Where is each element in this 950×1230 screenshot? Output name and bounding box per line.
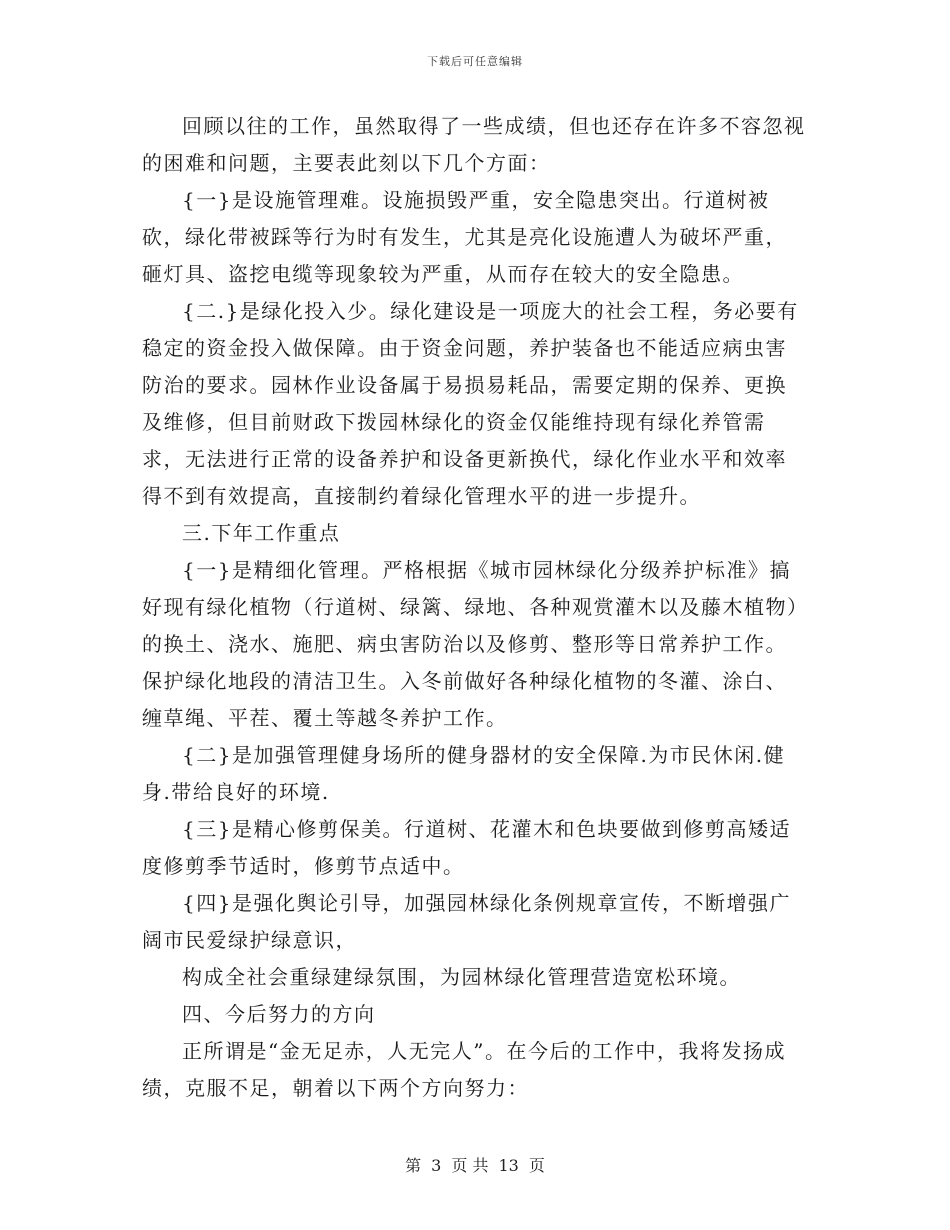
section-heading-3: 三.下年工作重点	[182, 521, 341, 545]
paragraph-6: {二}是加强管理健身场所的健身器材的安全保障.为市民休闲.健身.带给良好的环境.	[142, 743, 786, 804]
page-header: 下载后可任意编辑	[427, 55, 523, 68]
paragraph-3: {二.}是绿化投入少。绿化建设是一项庞大的社会工程，务必要有稳定的资金投入做保障。由于资金问题，养护装备也不能适应病虫害防治的要求。园林作业设备属于易损易耗品，需要定期的保养、更换及维修，但目前财政下拨园林绿化的资金仅能维持现有绿化养管需求，无法进行正常的设备养护和设备更新换代，绿化作业水平和效率得不到有效提高，直接制约着绿化管理水平的进一步提升。	[142, 299, 799, 508]
paragraph-9: 构成全社会重绿建绿氛围，为园林绿化管理营造宽松环境。	[182, 965, 741, 989]
page-number-total: 13	[498, 1156, 519, 1175]
page-footer	[0, 1153, 950, 1176]
paragraph-11: 正所谓是“金无足赤，人无完人”。在今后的工作中，我将发扬成绩，克服不足，朝着以下两个方向努力：	[142, 1039, 786, 1100]
document-body	[142, 108, 808, 1107]
footer-suffix: 页	[528, 1156, 545, 1175]
footer-middle: 页 共	[451, 1156, 489, 1175]
footer-prefix: 第	[405, 1156, 422, 1175]
paragraph-7: {三}是精心修剪保美。行道树、花灌木和色块要做到修剪高矮适度修剪季节适时，修剪节点适中。	[142, 817, 791, 878]
paragraph-2: {一}是设施管理难。设施损毁严重，安全隐患突出。行道树被砍，绿化带被踩等行为时有发生，尤其是亮化设施遭人为破坏严重，砸灯具、盗挖电缆等现象较为严重，从而存在较大的安全隐患。	[142, 188, 787, 286]
section-heading-4: 四、今后努力的方向	[182, 1002, 376, 1026]
page-number-current: 3	[431, 1156, 442, 1175]
paragraph-5: {一}是精细化管理。严格根据《城市园林绿化分级养护标准》搞好现有绿化植物（行道树、绿篱、绿地、各种观赏灌木以及藤木植物）的换土、浇水、施肥、病虫害防治以及修剪、整形等日常养护工作。保护绿化地段的清洁卫生。入冬前做好各种绿化植物的冬灌、涂白、缠草绳、平茬、覆土等越冬养护工作。	[142, 558, 799, 730]
paragraph-1: 回顾以往的工作，虽然取得了一些成绩，但也还存在许多不容忽视的困难和问题，主要表此刻以下几个方面：	[142, 114, 806, 175]
paragraph-8: {四}是强化舆论引导，加强园林绿化条例规章宣传，不断增强广阔市民爱绿护绿意识，	[142, 891, 791, 952]
